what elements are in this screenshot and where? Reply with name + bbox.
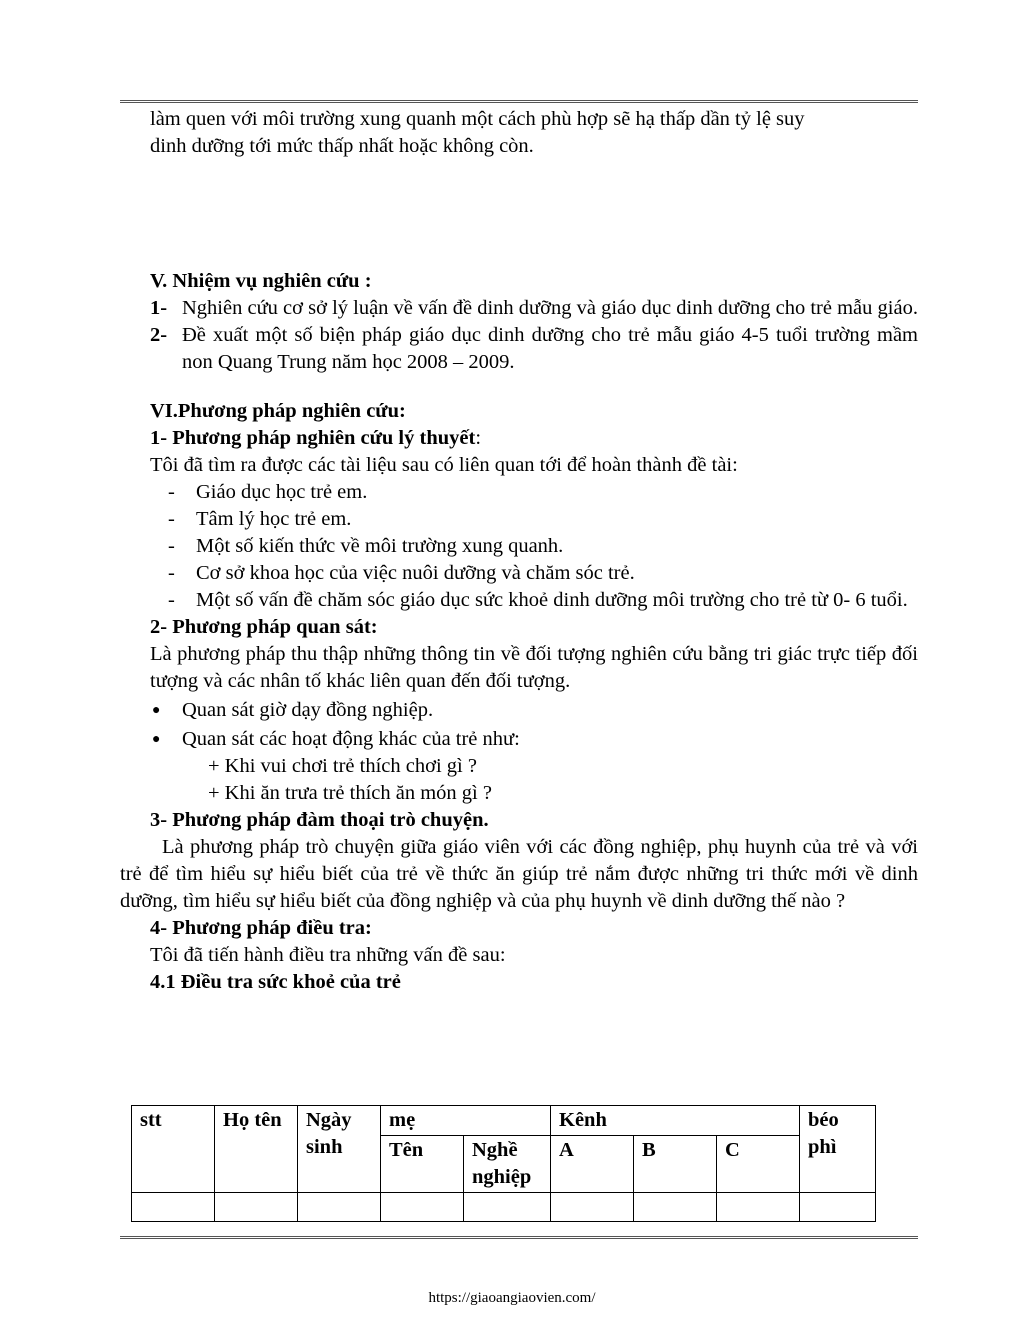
method-1-title-colon: : bbox=[475, 427, 482, 449]
child-health-survey-table bbox=[131, 1105, 876, 1222]
header-a: A bbox=[551, 1136, 634, 1193]
header-nghe-nghiep: Nghề nghiệp bbox=[464, 1136, 551, 1193]
table-cell bbox=[381, 1193, 464, 1222]
task-item-1-text: Nghiên cứu cơ sở lý luận về vấn đề dinh dưỡng và giáo dục dinh dưỡng cho trẻ mẫu giáo. bbox=[182, 297, 918, 319]
document-list-text: Giáo dục học trẻ em. bbox=[196, 481, 368, 503]
table-cell bbox=[717, 1193, 800, 1222]
header-stt: stt bbox=[132, 1106, 215, 1193]
section-6-heading: VI.Phương pháp nghiên cứu: bbox=[150, 400, 406, 422]
method-1-title-text: 1- Phương pháp nghiên cứu lý thuyết bbox=[150, 427, 476, 449]
observation-bullet bbox=[150, 697, 918, 724]
intro-line-1: làm quen với môi trường xung quanh một cách phù hợp sẽ hạ thấp dần tỷ lệ suy bbox=[150, 108, 805, 130]
header-b: B bbox=[634, 1136, 717, 1193]
task-item-2 bbox=[150, 322, 918, 376]
method-2-text: Là phương pháp thu thập những thông tin về đối tượng nghiên cứu bằng tri giác trực tiếp đối tượng và các nhân tố khác liên quan đến đối tượng. bbox=[150, 643, 918, 692]
observation-bullet bbox=[150, 726, 918, 753]
header-kenh: Kênh bbox=[551, 1106, 800, 1136]
document-list-item bbox=[150, 479, 918, 506]
document-list-item bbox=[150, 533, 918, 560]
method-2-title: 2- Phương pháp quan sát: bbox=[150, 616, 378, 638]
method-4-title: 4- Phương pháp điều tra: bbox=[150, 917, 372, 939]
header-beo-phi: béo phì bbox=[800, 1106, 876, 1193]
dash-marker: - bbox=[168, 508, 175, 530]
task-item-2-number: 2- bbox=[150, 324, 168, 346]
observation-bullet-text: Quan sát giờ dạy đồng nghiệp. bbox=[182, 699, 434, 721]
footer-rule bbox=[120, 1236, 918, 1239]
document-list-item bbox=[150, 587, 918, 614]
header-c: C bbox=[717, 1136, 800, 1193]
dash-marker: - bbox=[168, 481, 175, 503]
observation-sub-item: + Khi ăn trưa trẻ thích ăn món gì ? bbox=[208, 782, 492, 804]
dash-marker: - bbox=[168, 562, 175, 584]
method-4-1-title: 4.1 Điều tra sức khoẻ của trẻ bbox=[150, 971, 401, 993]
document-list-text: Một số kiến thức về môi trường xung quanh. bbox=[196, 535, 564, 557]
document-list-item bbox=[150, 506, 918, 533]
method-4-text: Tôi đã tiến hành điều tra những vấn đề sau: bbox=[150, 944, 506, 966]
method-1-title bbox=[150, 425, 918, 452]
method-1-intro: Tôi đã tìm ra được các tài liệu sau có liên quan tới để hoàn thành đề tài: bbox=[150, 454, 738, 476]
bullet-icon: ● bbox=[152, 732, 161, 747]
table-cell bbox=[215, 1193, 298, 1222]
table-row bbox=[132, 1193, 876, 1222]
intro-line-2: dinh dưỡng tới mức thấp nhất hoặc không còn. bbox=[150, 135, 534, 157]
section-5-heading: V. Nhiệm vụ nghiên cứu : bbox=[150, 270, 372, 292]
footer-url: https://giaoangiaovien.com/ bbox=[428, 1290, 596, 1306]
task-item-1-number: 1- bbox=[150, 297, 168, 319]
document-list-text: Một số vấn đề chăm sóc giáo dục sức khoẻ dinh dưỡng môi trường cho trẻ từ 0- 6 tuổi. bbox=[196, 589, 908, 611]
table-cell bbox=[464, 1193, 551, 1222]
document-list-item bbox=[150, 560, 918, 587]
task-item-2-text: Đề xuất một số biện pháp giáo dục dinh dưỡng cho trẻ mẫu giáo 4-5 tuổi trường mầm non Quang Trung năm học 2008 – 2009. bbox=[182, 324, 918, 373]
header-ho-ten: Họ tên bbox=[215, 1106, 298, 1193]
table-cell bbox=[551, 1193, 634, 1222]
observation-sub-item: + Khi vui chơi trẻ thích chơi gì ? bbox=[208, 755, 477, 777]
dash-marker: - bbox=[168, 535, 175, 557]
table-cell bbox=[298, 1193, 381, 1222]
method-3-title: 3- Phương pháp đàm thoại trò chuyện. bbox=[150, 809, 489, 831]
header-rule bbox=[120, 100, 918, 103]
document-list-text: Tâm lý học trẻ em. bbox=[196, 508, 352, 530]
table-cell bbox=[634, 1193, 717, 1222]
table-header-row bbox=[132, 1106, 876, 1136]
document-body bbox=[120, 106, 918, 996]
document-list-text: Cơ sở khoa học của việc nuôi dưỡng và chăm sóc trẻ. bbox=[196, 562, 635, 584]
table-cell bbox=[800, 1193, 876, 1222]
dash-marker: - bbox=[168, 589, 175, 611]
header-ngay-sinh: Ngày sinh bbox=[298, 1106, 381, 1193]
table-cell bbox=[132, 1193, 215, 1222]
bullet-icon: ● bbox=[152, 703, 161, 718]
header-ten: Tên bbox=[381, 1136, 464, 1193]
task-item-1 bbox=[150, 295, 918, 322]
observation-bullet-text: Quan sát các hoạt động khác của trẻ như: bbox=[182, 728, 520, 750]
header-me: mẹ bbox=[381, 1106, 551, 1136]
method-3-text: Là phương pháp trò chuyện giữa giáo viên với các đồng nghiệp, phụ huynh của trẻ và với trẻ để tìm hiểu sự hiểu biết của trẻ về thức ăn giúp trẻ nắm được những tri thức mới về dinh dưỡng, tìm hiểu sự hiểu biết của đồng nghiệp và của phụ huynh về dinh dưỡng thế nào ? bbox=[120, 836, 918, 912]
